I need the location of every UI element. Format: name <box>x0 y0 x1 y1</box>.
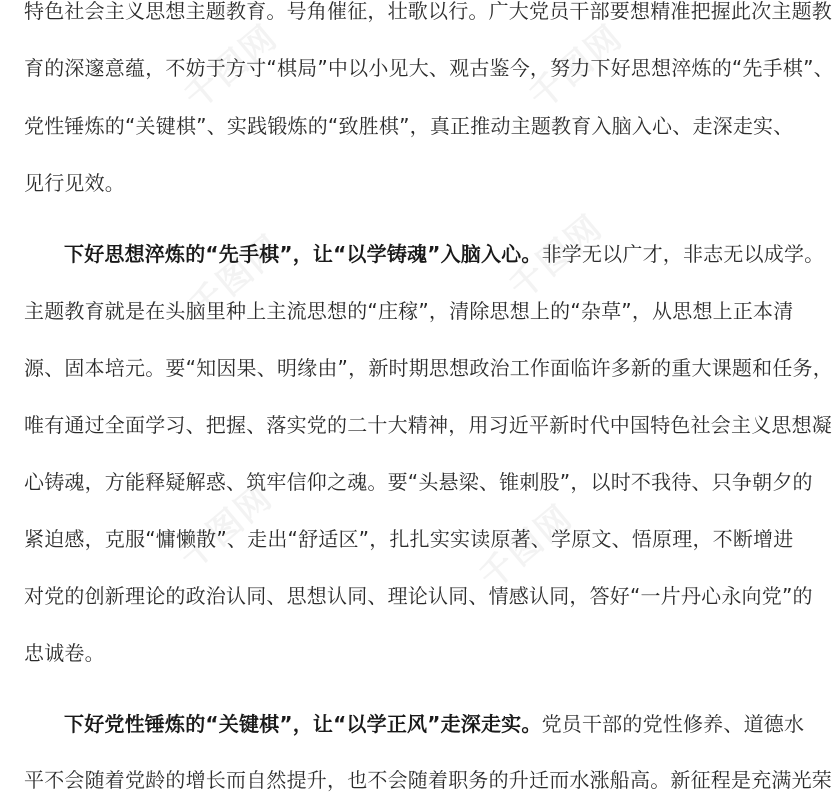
text-line: 见行见效。 <box>24 171 125 195</box>
paragraph-lead-line <box>64 241 825 267</box>
paragraph-heading: 下好思想淬炼的“先手棋”，让“以学铸魂”入脑入心。 <box>64 242 542 266</box>
text-line: 心铸魂，方能释疑解惑、筑牢信仰之魂。要“头悬梁、锥刺股”，以时不我待、只争朝夕的 <box>24 470 813 494</box>
text-line: 主题教育就是在头脑里种上主流思想的“庄稼”，清除思想上的“杂草”，从思想上正本清 <box>24 299 794 323</box>
text-line: 党性锤炼的“关键棋”、实践锻炼的“致胜棋”，真正推动主题教育入脑入心、走深走实、 <box>24 114 794 138</box>
paragraph-heading: 下好党性锤炼的“关键棋”，让“以学正风”走深走实。 <box>64 712 542 736</box>
text-line: 特色社会主义思想主题教育。号角催征，壮歌以行。广大党员干部要想精准把握此次主题教 <box>24 0 832 23</box>
watermark: 千图网 <box>172 477 281 578</box>
text-line: 忠诚卷。 <box>24 641 105 665</box>
watermark: 千图网 <box>182 227 291 328</box>
paragraph-text: 非学无以广才，非志无以成学。 <box>541 242 825 266</box>
text-line: 源、固本培元。要“知因果、明缘由”，新时期思想政治工作面临许多新的重大课题和任务， <box>24 356 833 380</box>
watermark: 千图网 <box>502 207 611 308</box>
paragraph-text: 党员干部的党性修养、道德水 <box>541 712 805 736</box>
watermark: 千图网 <box>177 17 286 118</box>
text-line: 育的深邃意蕴，不妨于方寸“棋局”中以小见大、观古鉴今，努力下好思想淬炼的“先手棋”、 <box>24 56 834 80</box>
text-line: 唯有通过全面学习、把握、落实党的二十大精神，用习近平新时代中国特色社会主义思想凝 <box>24 413 832 437</box>
watermark: 千图网 <box>522 17 631 118</box>
text-line: 对党的创新理论的政治认同、思想认同、理论认同、情感认同，答好“一片丹心永向党”的 <box>24 584 813 608</box>
watermark: 千图网 <box>472 497 581 598</box>
text-line: 平不会随着党龄的增长而自然提升，也不会随着职务的升迁而水涨船高。新征程是充满光荣 <box>24 768 832 792</box>
text-line: 紧迫感，克服“慵懒散”、走出“舒适区”，扎扎实实读原著、学原文、悟原理，不断增进 <box>24 527 794 551</box>
paragraph-lead-line <box>64 711 805 737</box>
